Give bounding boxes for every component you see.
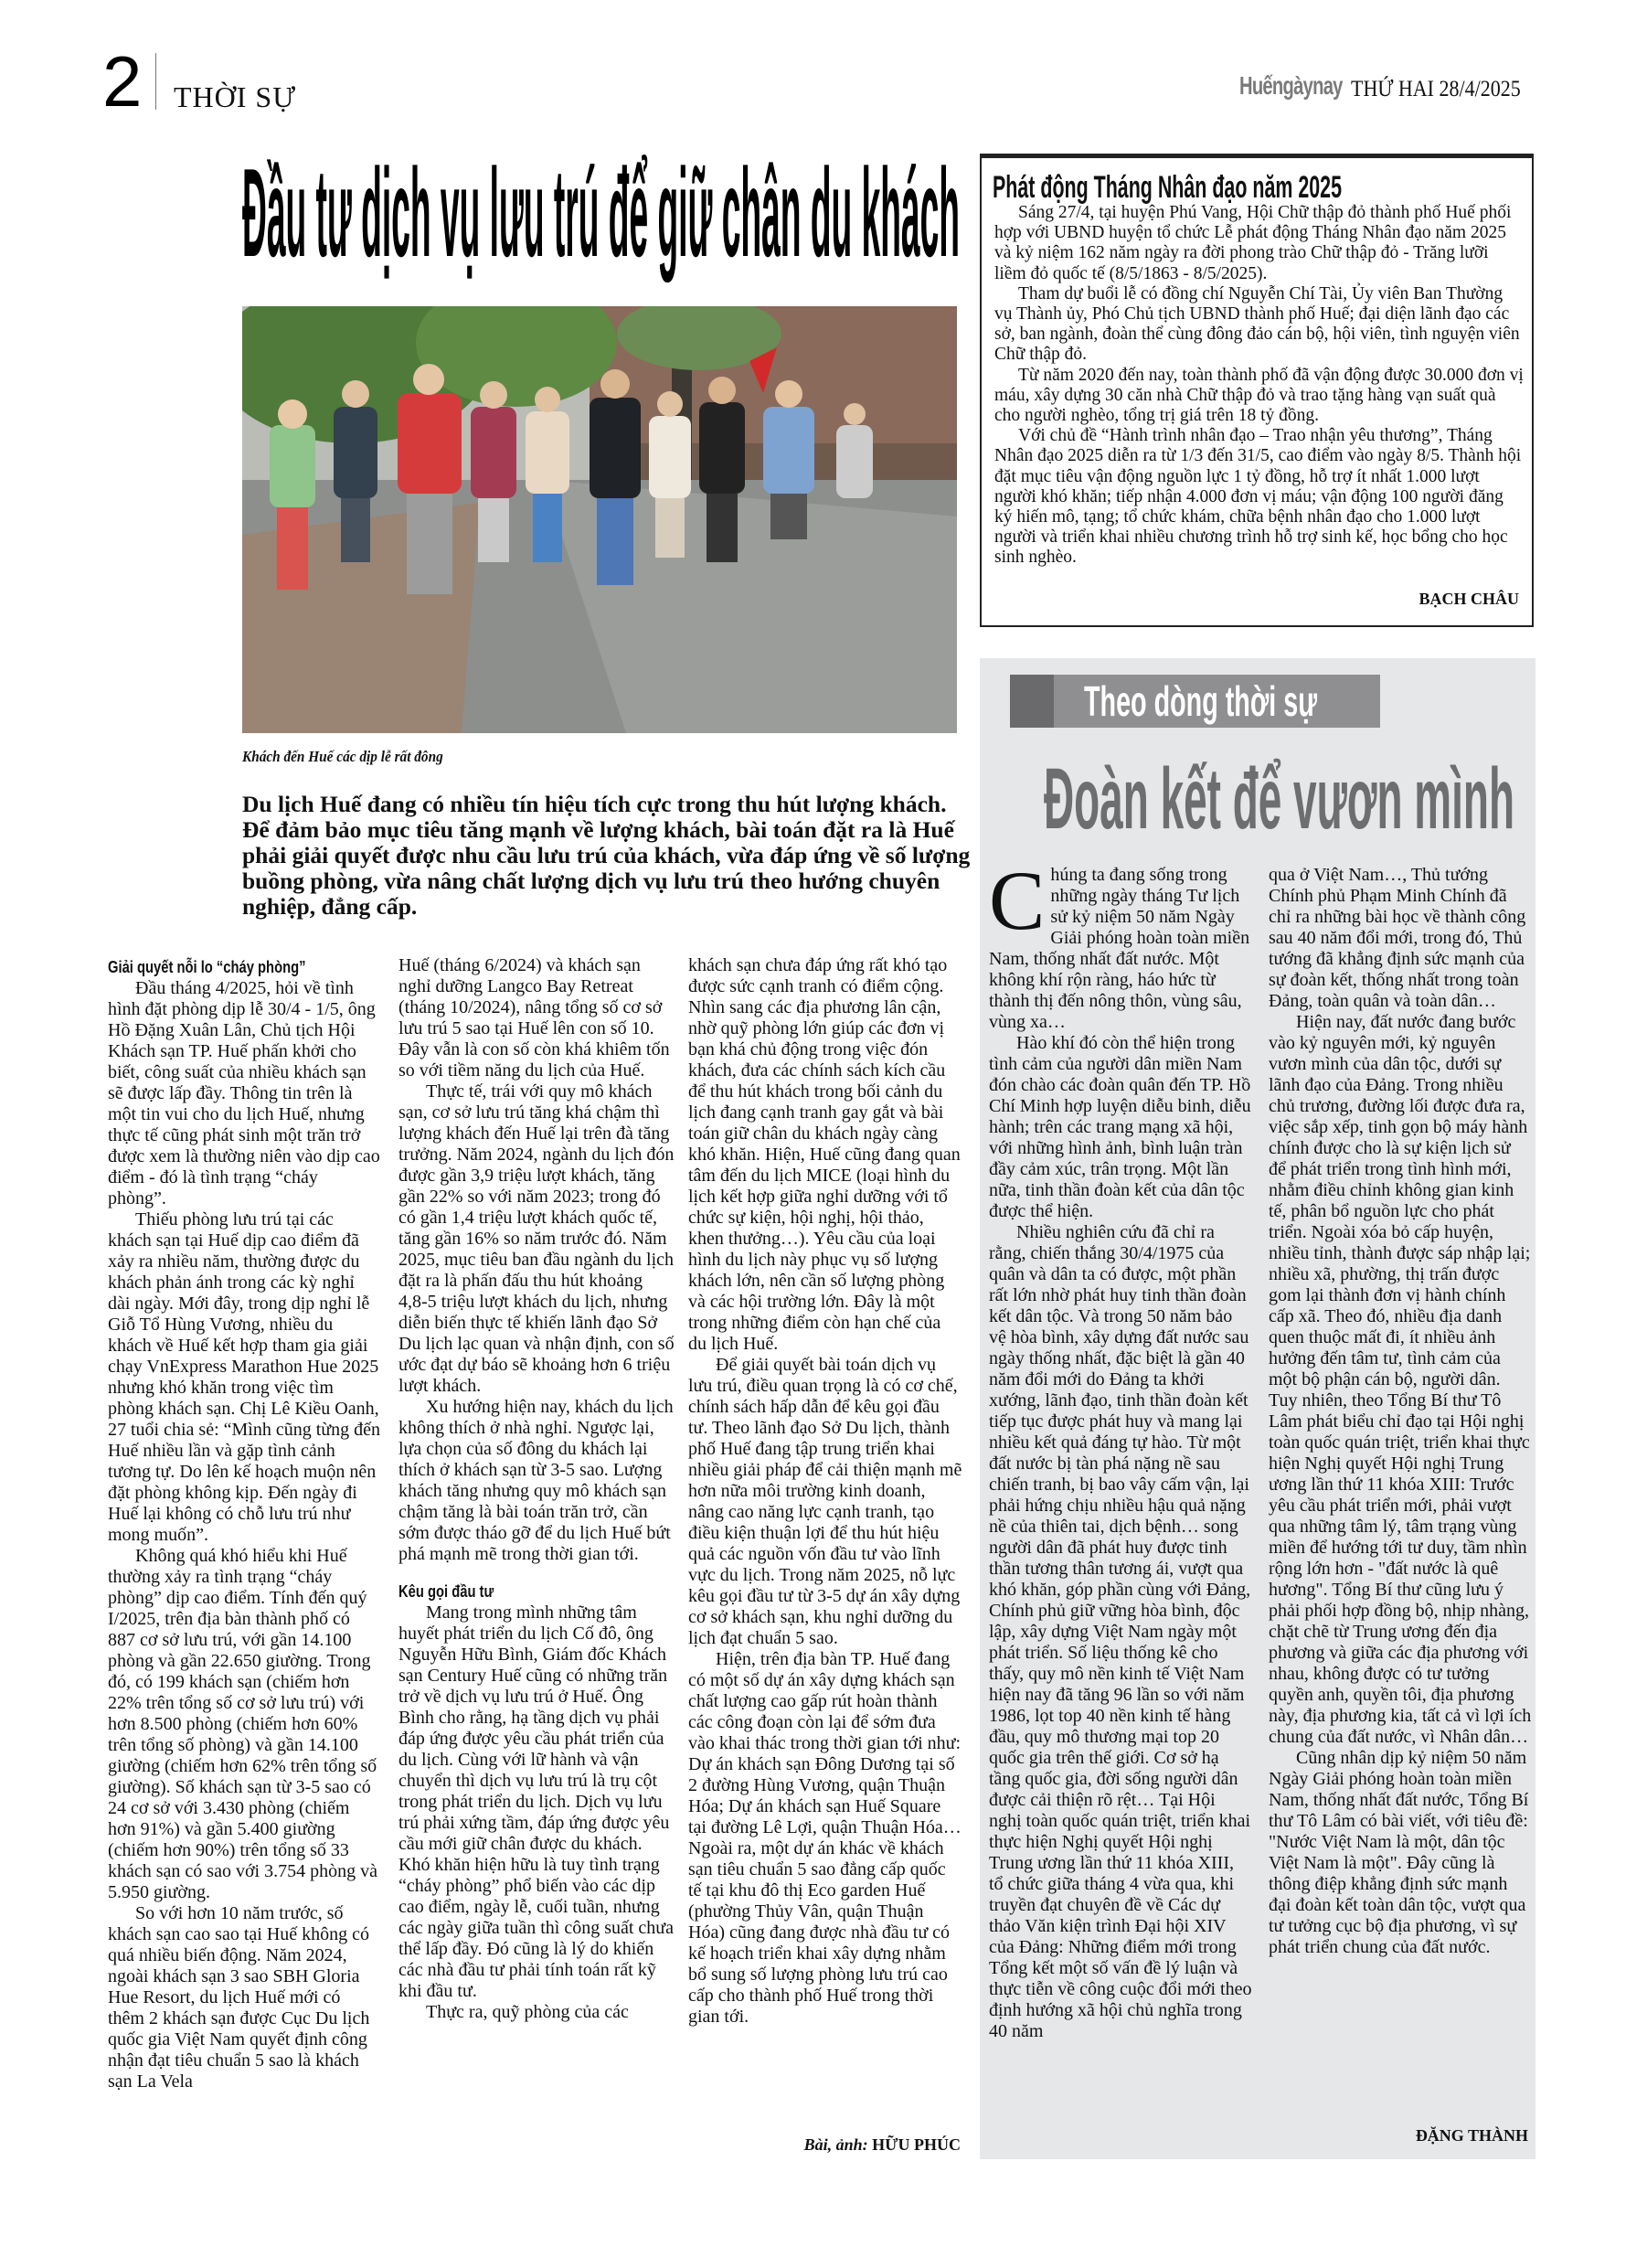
- paragraph: qua ở Việt Nam…, Thủ tướng Chính phủ Phạm Minh Chính đã chỉ ra những bài học về thành công sau 40 năm đổi mới, trong đó, Thủ tướng đã khẳng định sức mạnh của sự đoàn kết, thống nhất trong toàn Đảng, toàn quân và toàn dân…: [1269, 865, 1526, 1011]
- news-box-paragraph: Sáng 27/4, tại huyện Phú Vang, Hội Chữ thập đỏ thành phố Huế phối hợp với UBND huyện tổ chức Lễ phát động Tháng Nhân đạo năm 2025 và kỷ niệm 162 năm ngày ra đời phong trào Chữ thập đỏ - Trăng lưỡi liềm đỏ quốc tế (8/5/1863 - 8/5/2025).: [994, 203, 1512, 283]
- commentary-tag-accent: [1010, 675, 1054, 728]
- paragraph: Hiện, trên địa bàn TP. Huế đang có một số dự án xây dựng khách sạn chất lượng cao gấp rút hoàn thành các công đoạn còn lại để sớm đưa vào khai thác trong thời gian tới như: Dự án khách sạn Đông Dương tại số 2 đường Hùng Vương, quận Thuận Hóa; Dự án khách sạn Huế Square tại đường Lê Lợi, quận Thuận Hóa… Ngoài ra, một dự án khác về khách sạn tiêu chuẩn 5 sao đẳng cấp quốc tế tại khu đô thị Eco garden Huế (phường Thủy Vân, quận Thuận Hóa) cũng đang được nhà đầu tư có kế hoạch triển khai xây dựng nhằm bổ sung số lượng phòng lưu trú cao cấp cho thành phố Huế trong thời gian tới.: [688, 1649, 962, 2027]
- news-box-paragraph: Với chủ đề “Hành trình nhân đạo – Trao nhận yêu thương”, Tháng Nhân đạo 2025 diễn ra từ 1/3 đến 31/5, cao điểm vào ngày 8/5. Thành hội đặt mục tiêu vận động nguồn lực 1 tỷ đồng, hỗ trợ ít nhất 1.000 lượt người khó khăn; tiếp nhận 4.000 đơn vị máu; vận động 100 người đăng ký hiến mô, tạng; tổ chức khám, chữa bệnh nhân đạo cho 1.000 lượt người và triển khai nhiều chương trình hỗ trợ sinh kế, học bổng cho học sinh nghèo.: [994, 426, 1522, 568]
- commentary-title: Đoàn kết để vươn mình: [1044, 751, 1514, 847]
- paragraph: So với hơn 10 năm trước, số khách sạn cao sao tại Huế không có quá nhiều biến động. Năm 2024, ngoài khách sạn 3 sao SBH Gloria Hue Resort, du lịch Huế mới có thêm 2 khách sạn được Cục Du lịch quốc gia Việt Nam quyết định công nhận đạt tiêu chuẩn 5 sao là khách sạn La Vela: [108, 1903, 370, 2092]
- article-byline: [688, 2135, 961, 2155]
- page-number: 2: [102, 41, 143, 122]
- article-title: Đầu tư dịch vụ lưu trú để giữ chân du khách: [242, 143, 960, 283]
- paragraph: Thực ra, quỹ phòng của các: [426, 2002, 629, 2022]
- news-box-body: [994, 203, 1525, 569]
- paragraph: Không quá khó hiểu khi Huế thường xảy ra tình trạng “cháy phòng” dịp cao điểm. Tính đến quý I/2025, trên địa bàn thành phố có 887 cơ sở lưu trú, với gần 14.100 phòng và gần 22.650 giường. Trong đó, có 199 khách sạn (chiếm hơn 22% trên tổng số cơ sở lưu trú) với hơn 8.500 phòng (chiếm hơn 60% trên tổng số phòng) và gần 14.100 giường (chiếm hơn 62% trên tổng số giường). Số khách sạn từ 3-5 sao có 24 cơ sở với 3.430 phòng (chiếm hơn 91%) và gần 5.400 giường (chiếm hơn 90%) trên tổng số 33 khách sạn có sao với 3.754 phòng và 5.950 giường.: [108, 1546, 377, 1902]
- article-column-2: [398, 955, 675, 2023]
- paragraph: Huế (tháng 6/2024) và khách sạn nghỉ dưỡng Langco Bay Retreat (tháng 10/2024), nâng tổng số cơ sở lưu trú 5 sao tại Huế lên con số 10. Đây vẫn là con số còn khá khiêm tốn so với tiềm năng du lịch của Huế.: [398, 955, 670, 1081]
- commentary-author: ĐẶNG THÀNH: [1415, 2126, 1528, 2145]
- header-divider: [155, 53, 156, 110]
- newspaper-logo: Huếngàynay: [1239, 71, 1343, 100]
- article-lead: Du lịch Huế đang có nhiều tín hiệu tích cực trong thu hút lượng khách. Để đảm bảo mục tiêu tăng mạnh về lượng khách, bài toán đặt ra là Huế phải giải quyết được nhu cầu lưu trú của khách, vừa đáp ứng về số lượng buồng phòng, vừa nâng chất lượng dịch vụ lưu trú theo hướng chuyên nghiệp, đẳng cấp.: [242, 791, 971, 920]
- paragraph: húng ta đang sống trong những ngày tháng Tư lịch sử kỷ niệm 50 năm Ngày Giải phóng hoàn toàn miền Nam, thống nhất đất nước. Một không khí rộn ràng, háo hức từ thành thị đến nông thôn, vùng sâu, vùng xa…: [989, 865, 1250, 1032]
- commentary-column-2: [1269, 865, 1532, 1958]
- subheading: Giải quyết nỗi lo “cháy phòng”: [108, 958, 306, 976]
- paragraph: khách sạn chưa đáp ứng rất khó tạo được sức cạnh tranh có điểm cộng. Nhìn sang các địa phương lân cận, nhờ quỹ phòng lớn giúp các đơn vị bạn khá chủ động trong việc đón khách, đưa các chính sách kích cầu để thu hút khách trong bối cảnh du lịch đang cạnh tranh gay gắt và bài toán giữ chân du khách ngày càng khó khăn. Hiện, Huế cũng đang quan tâm đến du lịch MICE (loại hình du lịch kết hợp giữa nghỉ dưỡng với tổ chức sự kiện, hội nghị, hội thảo, khen thưởng…). Yêu cầu của loại hình du lịch này phục vụ số lượng khách lớn, nên cần số lượng phòng và các hội trường lớn. Đây là một trong những điểm còn hạn chế của du lịch Huế.: [688, 955, 961, 1354]
- article-column-1: [108, 955, 380, 2092]
- paragraph: Xu hướng hiện nay, khách du lịch không thích ở nhà nghỉ. Ngược lại, lựa chọn của số đông du khách lại thích ở khách sạn từ 3-5 sao. Lượng khách tăng nhưng quy mô khách sạn chậm tăng là bài toán trăn trở, cần sớm được tháo gỡ để du lịch Huế bứt phá mạnh mẽ trong thời gian tới.: [398, 1397, 674, 1564]
- news-box-author: BẠCH CHÂU: [1419, 590, 1519, 608]
- paragraph: Đầu tháng 4/2025, hỏi về tình hình đặt phòng dịp lễ 30/4 - 1/5, ông Hồ Đặng Xuân Lân, Chủ tịch Hội Khách sạn TP. Huế phấn khởi cho biết, công suất của nhiều khách sạn sẽ được lấp đầy. Thông tin trên là một tin vui cho du lịch Huế, nhưng thực tế cũng phát sinh một trăn trở được xem là thường niên vào dịp cao điểm - đó là tình trạng “cháy phòng”.: [108, 978, 380, 1209]
- news-box-paragraph: Tham dự buổi lễ có đồng chí Nguyễn Chí Tài, Ủy viên Ban Thường vụ Thành ủy, Phó Chủ tịch UBND thành phố Huế; đại diện lãnh đạo các sở, ban ngành, đoàn thể cùng đông đảo cán bộ, hội viên, tình nguyện viên Chữ thập đỏ.: [994, 283, 1520, 365]
- subheading: Kêu gọi đầu tư: [398, 1582, 494, 1601]
- issue-date: THỨ HAI 28/4/2025: [1351, 77, 1521, 101]
- paragraph: Thiếu phòng lưu trú tại các khách sạn tại Huế dịp cao điểm đã xảy ra nhiều năm, thường được du khách phản ánh trong các kỳ nghỉ dài ngày. Mới đây, trong dịp nghỉ lễ Giỗ Tổ Hùng Vương, nhiều du khách về Huế kết hợp tham gia giải chạy VnExpress Marathon Hue 2025 nhưng khó khăn trong việc tìm phòng khách sạn. Chị Lê Kiều Oanh, 27 tuổi chia sẻ: “Mình cũng từng đến Huế nhiều lần và gặp tình cảnh tương tự. Do lên kế hoạch muộn nên đặt phòng không kịp. Đến ngày đi Huế lại không có chỗ lưu trú như mong muốn”.: [108, 1209, 381, 1545]
- paragraph: Hiện nay, đất nước đang bước vào kỷ nguyên mới, kỷ nguyên vươn mình của dân tộc, dưới sự lãnh đạo của Đảng. Trong nhiều chủ trương, đường lối được đưa ra, việc sắp xếp, tinh gọn bộ máy hành chính được cho là sự kiện lịch sử để phát triển trong tình hình mới, nhằm điều chỉnh không gian kinh tế, phân bổ nguồn lực cho phát triển. Ngoài xóa bỏ cấp huyện, nhiều tỉnh, thành được sáp nhập lại; nhiều xã, phường, thị trấn được gom lại thành đơn vị hành chính cấp xã. Theo đó, nhiều địa danh quen thuộc mất đi, ít nhiều ảnh hưởng đến tâm tư, tình cảm của một bộ phận cán bộ, người dân. Tuy nhiên, theo Tổng Bí thư Tô Lâm phát biểu chỉ đạo tại Hội nghị toàn quốc quán triệt, triển khai thực hiện Nghị quyết Hội nghị Trung ương lần thứ 11 khóa XIII: Trước yêu cầu phát triển mới, phải vượt qua những tâm lý, tâm trạng vùng miền để hướng tới tư duy, tầm nhìn rộng lớn hơn - "đất nước là quê hương". Tổng Bí thư cũng lưu ý phải phối hợp đồng bộ, nhịp nhàng, chặt chẽ từ Trung ương đến địa phương và giữa các địa phương với nhau, không được có tư tưởng quyền anh, quyền tôi, địa phương này, địa phương kia, tất cả vì lợi ích chung của đất nước, vì Nhân dân…: [1269, 1012, 1532, 1747]
- byline-label: Bài, ảnh:: [803, 2135, 868, 2154]
- paragraph: Thực tế, trái với quy mô khách sạn, cơ sở lưu trú tăng khá chậm thì lượng khách đến Huế lại trên đà tăng trưởng. Năm 2024, ngành du lịch đón được gần 3,9 triệu lượt khách, tăng gần 22% so với năm 2023; trong đó có gần 1,4 triệu lượt khách quốc tế, tăng gần 16% so năm trước đó. Năm 2025, mục tiêu ban đầu ngành du lịch đặt ra là phấn đấu thu hút khoảng 4,8-5 triệu lượt khách du lịch, nhưng diễn biến thực tế khiến lãnh đạo Sở Du lịch lạc quan và nhận định, con số ước đạt dự báo sẽ khoảng hơn 6 triệu lượt khách.: [398, 1081, 675, 1396]
- section-name: THỜI SỰ: [174, 80, 297, 113]
- paragraph: Để giải quyết bài toán dịch vụ lưu trú, điều quan trọng là có cơ chế, chính sách hấp dẫn để kêu gọi đầu tư. Theo lãnh đạo Sở Du lịch, thành phố Huế đang tập trung triển khai nhiều giải pháp để cải thiện mạnh mẽ hơn nữa môi trường kinh doanh, nâng cao năng lực cạnh tranh, tạo điều kiện thuận lợi để thu hút hiệu quả các nguồn vốn đầu tư vào lĩnh vực du lịch. Trong năm 2025, nỗ lực kêu gọi đầu tư từ 3-5 dự án xây dựng cơ sở khách sạn, khu nghỉ dưỡng du lịch đạt chuẩn 5 sao.: [688, 1355, 962, 1648]
- commentary-column-1: [989, 854, 1252, 2042]
- paragraph: Nhiều nghiên cứu đã chỉ ra rằng, chiến thắng 30/4/1975 của quân và dân ta có được, một phần rất lớn nhờ phát huy tinh thần đoàn kết dân tộc. Và trong 50 năm bảo vệ hòa bình, xây dựng đất nước sau ngày thống nhất, đặc biệt là gần 40 năm đổi mới do Đảng ta khởi xướng, lãnh đạo, tinh thần đoàn kết tiếp tục được phát huy và mang lại nhiều kết quả đáng tự hào. Từ một đất nước bị tàn phá nặng nề sau chiến tranh, bị bao vây cấm vận, lại phải hứng chịu nhiều hậu quả nặng nề của thiên tai, dịch bệnh… song người dân đã phát huy được tinh thần tương thân tương ái, vượt qua khó khăn, góp phần cùng với Đảng, Chính phủ giữ vững hòa bình, độc lập, xây dựng Việt Nam ngày một phát triển. Số liệu thống kê cho thấy, quy mô nền kinh tế Việt Nam hiện nay đã tăng 96 lần so với năm 1986, lọt top 40 nền kinh tế hàng đầu, quy mô thương mại top 20 quốc gia trên thế giới. Cơ sở hạ tầng quốc gia, đời sống người dân được cải thiện rõ rệt… Tại Hội nghị toàn quốc quán triệt, triển khai thực hiện Nghị quyết Hội nghị Trung ương lần thứ 11 khóa XIII, tổ chức giữa tháng 4 vừa qua, khi truyền đạt chuyên đề về Các dự thảo Văn kiện trình Đại hội XIV của Đảng: Những điểm mới trong Tổng kết một số vấn đề lý luận và thực tiễn về công cuộc đổi mới theo định hướng xã hội chủ nghĩa trong 40 năm: [989, 1222, 1252, 2041]
- byline-author: HỮU PHÚC: [872, 2135, 961, 2154]
- paragraph: Hào khí đó còn thể hiện trong tình cảm của người dân miền Nam đón chào các đoàn quân đến TP. Hồ Chí Minh hợp luyện diễu binh, diễu hành; trên các trang mạng xã hội, với những hình ảnh, bình luận tràn đầy cảm xúc, trân trọng. Một lần nữa, tinh thần đoàn kết của dân tộc được thể hiện.: [989, 1033, 1251, 1221]
- photo-caption: Khách đến Huế các dịp lễ rất đông: [242, 748, 443, 765]
- article-photo: [242, 306, 957, 733]
- news-box-paragraph: Từ năm 2020 đến nay, toàn thành phố đã vận động được 30.000 đơn vị máu, xây dựng 30 căn nhà Chữ thập đỏ và trao tặng hàng vạn suất quà cho người nghèo, tổng trị giá trên 18 tỷ đồng.: [994, 365, 1524, 426]
- paragraph: Mang trong mình những tâm huyết phát triển du lịch Cố đô, ông Nguyễn Hữu Bình, Giám đốc Khách sạn Century Huế cũng có những trăn trở về dịch vụ lưu trú ở Huế. Ông Bình cho rằng, hạ tầng dịch vụ phải đáp ứng được yêu cầu phát triển của du lịch. Cùng với lữ hành và vận chuyển thì dịch vụ lưu trú là trụ cột trong phát triển du lịch. Dịch vụ lưu trú phải xứng tầm, đáp ứng được yêu cầu mới giữ chân được du khách. Khó khăn hiện hữu là tuy tình trạng “cháy phòng” phổ biến vào các dịp cao điểm, ngày lễ, cuối tuần, nhưng các ngày giữa tuần thì công suất chưa thể lấp đầy. Đó cũng là lý do khiến các nhà đầu tư phải tính toán rất kỹ khi đầu tư.: [398, 1603, 675, 2001]
- news-box-title: Phát động Tháng Nhân đạo năm 2025: [993, 170, 1342, 205]
- drop-cap: C: [989, 854, 1046, 947]
- paragraph: Cũng nhân dịp kỷ niệm 50 năm Ngày Giải phóng hoàn toàn miền Nam, thống nhất đất nước, Tổng Bí thư Tô Lâm có bài viết, với tiêu đề: "Nước Việt Nam là một, dân tộc Việt Nam là một". Đây cũng là thông điệp khẳng định sức mạnh đại đoàn kết toàn dân tộc, vượt qua tư tưởng cục bộ địa phương, vì sự phát triển chung của đất nước.: [1269, 1748, 1529, 1957]
- article-column-3: [688, 955, 962, 2028]
- commentary-tag-label: Theo dòng thời sự: [1084, 678, 1317, 726]
